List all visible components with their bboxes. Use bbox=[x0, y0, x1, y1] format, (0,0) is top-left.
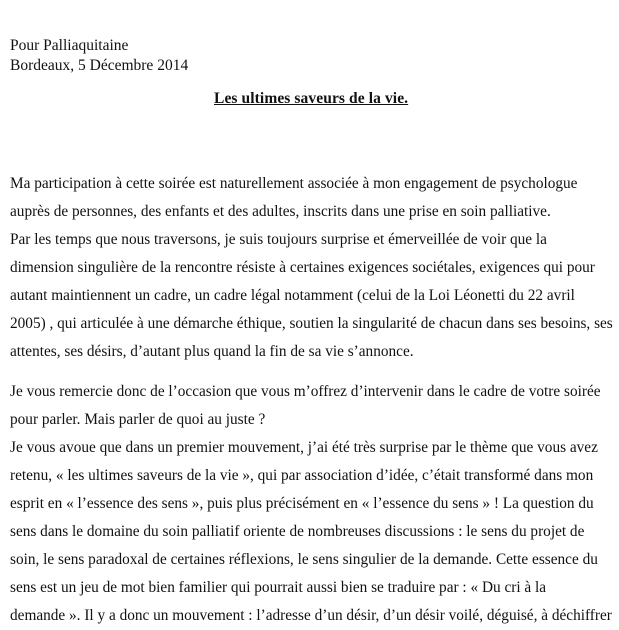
text-line: esprit en « l’essence des sens », puis plus précisément en « l’essence du sens » ! La question du bbox=[10, 495, 594, 512]
document-title: Les ultimes saveurs de la vie. bbox=[214, 90, 409, 107]
recipient-line: Pour Palliaquitaine bbox=[10, 37, 129, 54]
text-line: attentes, ses désirs, d’autant plus quand la fin de sa vie s’annonce. bbox=[10, 343, 414, 360]
text-line: dimension singulière de la rencontre résiste à certaines exigences sociétales, exigences qui pour bbox=[10, 259, 595, 276]
text-line: retenu, « les ultimes saveurs de la vie », qui par association d’idée, c’était transformé dans mon bbox=[10, 467, 594, 484]
paragraph-1 bbox=[10, 170, 619, 366]
text-line: pour parler. Mais parler de quoi au juste ? bbox=[10, 411, 266, 428]
text-line: soin, le sens paradoxal de certaines réflexions, le sens singulier de la demande. Cette essence du bbox=[10, 551, 598, 568]
text-line: demande ». Il y a donc un mouvement : l’adresse d’un désir, d’un désir voilé, déguisé, à déchiffrer bbox=[10, 607, 612, 624]
text-line: sens est un jeu de mot bien familier qui pourrait aussi bien se traduire par : « Du cri à la bbox=[10, 579, 547, 596]
text-line: 2005) , qui articulée à une démarche éthique, soutien la singularité de chacun dans ses besoins, ses bbox=[10, 315, 613, 332]
text-line: Je vous avoue que dans un premier mouvement, j’ai été très surprise par le thème que vous avez bbox=[10, 439, 598, 456]
text-line: Ma participation à cette soirée est naturellement associée à mon engagement de psychologue bbox=[10, 175, 578, 192]
text-line: sens dans le domaine du soin palliatif oriente de nombreuses discussions : le sens du projet de bbox=[10, 523, 585, 540]
text-line: auprès de personnes, des enfants et des adultes, inscrits dans une prise en soin palliative. bbox=[10, 203, 551, 220]
place-date-line: Bordeaux, 5 Décembre 2014 bbox=[10, 57, 189, 74]
text-line: autant maintiennent un cadre, un cadre légal notamment (celui de la Loi Léonetti du 22 avril bbox=[10, 287, 575, 304]
text-line: Par les temps que nous traversons, je suis toujours surprise et émerveillée de voir que la bbox=[10, 231, 547, 248]
paragraph-2 bbox=[10, 378, 619, 630]
text-line: Je vous remercie donc de l’occasion que vous m’offrez d’intervenir dans le cadre de votre soirée bbox=[10, 383, 601, 400]
